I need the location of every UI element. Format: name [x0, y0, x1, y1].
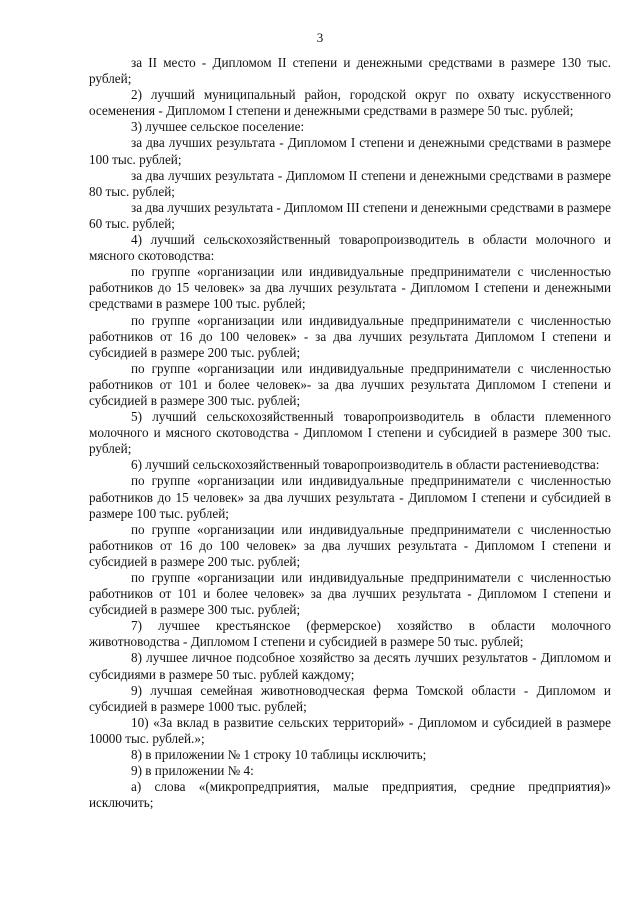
paragraph: 4) лучший сельскохозяйственный товаропроизводитель в области молочного и мясного скотоводства:: [89, 232, 611, 264]
paragraph: 3) лучшее сельское поселение:: [131, 119, 305, 135]
paragraph: за два лучших результата - Дипломом III степени и денежными средствами в размере 60 тыс. рублей;: [89, 199, 611, 231]
paragraph: 8) в приложении № 1 строку 10 таблицы исключить;: [131, 747, 427, 763]
paragraph: по группе «организации или индивидуальные предприниматели с численностью работников до 15 человек» за два лучших результата - Дипломом I степени и субсидией в размере 100 тыс. рублей;: [89, 473, 611, 521]
paragraph: за два лучших результата - Дипломом II степени и денежными средствами в размере 80 тыс. рублей;: [89, 167, 611, 199]
paragraph: 7) лучшее крестьянское (фермерское) хозяйство в области молочного животноводства - Дипломом I степени и субсидией в размере 50 тыс. рублей;: [89, 618, 611, 650]
paragraph: а) слова «(микропредприятия, малые предприятия, средние предприятия)» исключить;: [89, 779, 611, 811]
paragraph: по группе «организации или индивидуальные предприниматели с численностью работников от 16 до 100 человек» за два лучших результата - Дипломом I степени и субсидией в размере 200 тыс. рублей;: [89, 521, 611, 569]
paragraph: за два лучших результата - Дипломом I степени и денежными средствами в размере 100 тыс. рублей;: [89, 135, 611, 167]
paragraph: по группе «организации или индивидуальные предприниматели с численностью работников до 15 человек» за два лучших результата - Дипломом I степени и денежными средствами в размере 100 тыс. рублей;: [89, 264, 611, 312]
paragraph: 5) лучший сельскохозяйственный товаропроизводитель в области племенного молочного и мясного скотоводства - Дипломом I степени и субсидией в размере 300 тыс. рублей;: [89, 409, 611, 457]
paragraph: 9) лучшая семейная животноводческая ферма Томской области - Дипломом и субсидией в размере 1000 тыс. рублей;: [89, 682, 611, 714]
paragraph: 9) в приложении № 4:: [131, 763, 254, 779]
paragraph: 10) «За вклад в развитие сельских территорий» - Дипломом и субсидией в размере 10000 тыс. рублей.»;: [89, 714, 611, 746]
paragraph: 2) лучший муниципальный район, городской округ по охвату искусственного осеменения - Дипломом I степени и денежными средствами в размере 50 тыс. рублей;: [89, 87, 611, 119]
paragraph: по группе «организации или индивидуальные предприниматели с численностью работников от 101 и более человек»- за два лучших результата Дипломом I степени и субсидией в размере 300 тыс. рублей;: [89, 360, 611, 408]
paragraph: по группе «организации или индивидуальные предприниматели с численностью работников от 16 до 100 человек» - за два лучших результата Дипломом I степени и субсидией в размере 200 тыс. рублей;: [89, 312, 611, 360]
paragraph: 6) лучший сельскохозяйственный товаропроизводитель в области растениеводства:: [131, 457, 600, 473]
document-body: [89, 55, 611, 811]
paragraph: за II место - Дипломом II степени и денежными средствами в размере 130 тыс. рублей;: [89, 55, 611, 87]
paragraph: 8) лучшее личное подсобное хозяйство за десять лучших результатов - Дипломом и субсидиями в размере 50 тыс. рублей каждому;: [89, 650, 611, 682]
paragraph: по группе «организации или индивидуальные предприниматели с численностью работников от 101 и более человек» за два лучших результата - Дипломом I степени и субсидией в размере 300 тыс. рублей;: [89, 570, 611, 618]
page-number: 3: [316, 30, 324, 45]
